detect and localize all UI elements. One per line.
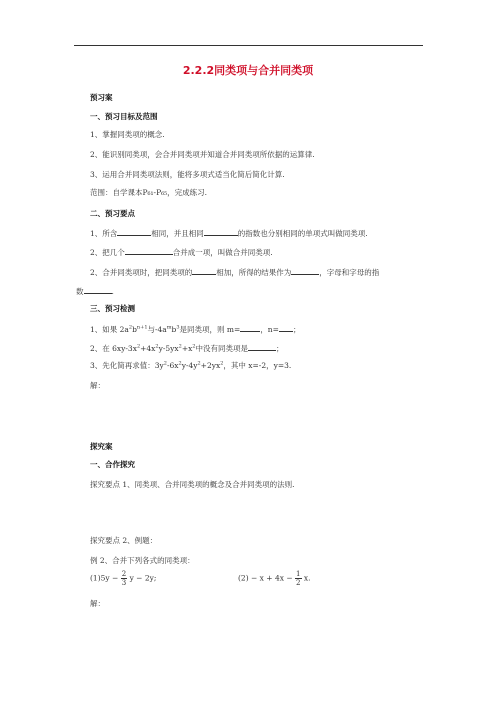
- blank-line[interactable]: [204, 227, 238, 236]
- denominator: 3: [121, 579, 127, 587]
- exponent: 2: [128, 324, 133, 331]
- text: (2) − x + 4x −: [238, 573, 293, 583]
- blank-line[interactable]: [125, 246, 173, 255]
- numerator: 2: [121, 570, 127, 578]
- blank-line[interactable]: [84, 285, 112, 294]
- text: 中没有同类项是: [195, 344, 249, 353]
- text: -6x: [166, 361, 179, 370]
- page-title: 2.2.2同类项与合并同类项: [182, 64, 314, 77]
- header-rule: [74, 45, 423, 46]
- text: 相加，所得的结果作为: [216, 268, 292, 277]
- example-2-label: 例 2、合并下列各式的同类项：: [90, 556, 195, 565]
- goal-item-1: 1、掌握同类项的概念.: [90, 130, 165, 139]
- point-3-cont: [76, 285, 114, 297]
- text: 的指数也分别相同的单项式叫做同类项.: [237, 229, 368, 238]
- text: 2、合并同类项时，把同类项的: [90, 268, 193, 277]
- point-1: [90, 227, 368, 239]
- blank-line[interactable]: [192, 266, 216, 275]
- exponent: 2: [178, 360, 182, 367]
- text: ，n=: [260, 325, 279, 334]
- explore-section1-heading: 一、合作探究: [90, 460, 135, 469]
- point-3: [90, 266, 379, 278]
- example-expression-1: [90, 570, 156, 587]
- text: ，其中 x=-2，y=3.: [223, 361, 292, 370]
- text: b: [171, 325, 177, 334]
- text: y-5yx: [158, 344, 179, 353]
- check-question-2: [90, 342, 284, 354]
- text: 是同类项，则 m=: [179, 325, 241, 334]
- exponent: 2: [197, 360, 201, 367]
- text: b: [132, 325, 137, 334]
- scope-text: 范围：自学课本P₆₁-P₆₅，完成练习.: [90, 188, 208, 197]
- text: (1)5y −: [90, 573, 119, 583]
- text: x.: [303, 573, 311, 583]
- text: y − 2y;: [129, 573, 157, 583]
- text: 3、先化简再求值：3y: [90, 361, 164, 370]
- text: 1、如果 2a: [90, 325, 129, 334]
- exponent: 3: [176, 324, 180, 331]
- text: 相同，并且相同: [151, 229, 204, 238]
- section1-heading: 一、预习目标及范围: [90, 112, 158, 121]
- text: 1、所含: [90, 229, 118, 238]
- text: +4x: [140, 344, 156, 353]
- explore-point-2: 探究要点 2、例题：: [90, 536, 158, 545]
- section2-heading: 二、预习要点: [90, 209, 135, 218]
- example-expression-2: [238, 570, 311, 587]
- text: ；: [292, 325, 301, 334]
- blank-line[interactable]: [279, 323, 293, 332]
- answer-label: 解：: [90, 381, 105, 390]
- blank-line[interactable]: [291, 266, 319, 275]
- exponent: 2: [220, 360, 224, 367]
- blank-line[interactable]: [240, 323, 260, 332]
- text: 2、把几个: [90, 248, 125, 257]
- text: ；: [276, 344, 284, 353]
- blank-line[interactable]: [248, 342, 276, 351]
- blank-line[interactable]: [117, 227, 151, 236]
- fraction-1-2: [295, 570, 301, 587]
- text: .: [111, 287, 114, 296]
- text: y-4y: [181, 361, 198, 370]
- explore-point-1: 探究要点 1、同类项、合并同类项的概念及合并同类项的法则.: [90, 480, 295, 489]
- exponent: 2: [136, 343, 141, 350]
- numerator: 1: [296, 570, 301, 578]
- text: +x: [181, 344, 193, 353]
- denominator: 2: [296, 579, 301, 587]
- text: 与-4a: [147, 325, 167, 334]
- exponent: m: [166, 324, 172, 331]
- explore-answer-label: 解：: [90, 599, 105, 608]
- text: ，字母和字母的指: [319, 268, 380, 277]
- goal-item-2: 2、能识别同类项，会合并同类项并知道合并同类项所依据的运算律.: [90, 150, 315, 159]
- fraction-2-3: [121, 570, 127, 587]
- preview-heading: 预习案: [90, 93, 113, 102]
- section3-heading: 三、预习检测: [90, 304, 135, 313]
- check-question-1: [90, 323, 300, 335]
- check-question-3: [90, 361, 291, 371]
- goal-item-3: 3、运用合并同类项法则，能将多项式适当化简后简化计算.: [90, 170, 285, 179]
- exponent: 2: [155, 343, 159, 350]
- exponent: 2: [178, 343, 182, 350]
- point-2: [90, 246, 273, 258]
- text: 合并成一项，叫做合并同类项.: [172, 248, 273, 257]
- exponent: 2: [192, 343, 196, 350]
- exponent: 2: [163, 360, 167, 367]
- exponent: n+1: [136, 324, 148, 331]
- explore-heading: 探究案: [90, 442, 113, 451]
- text: +2yx: [200, 361, 221, 370]
- text: 2、在 6xy-3x: [90, 344, 137, 353]
- text: 数: [76, 287, 84, 296]
